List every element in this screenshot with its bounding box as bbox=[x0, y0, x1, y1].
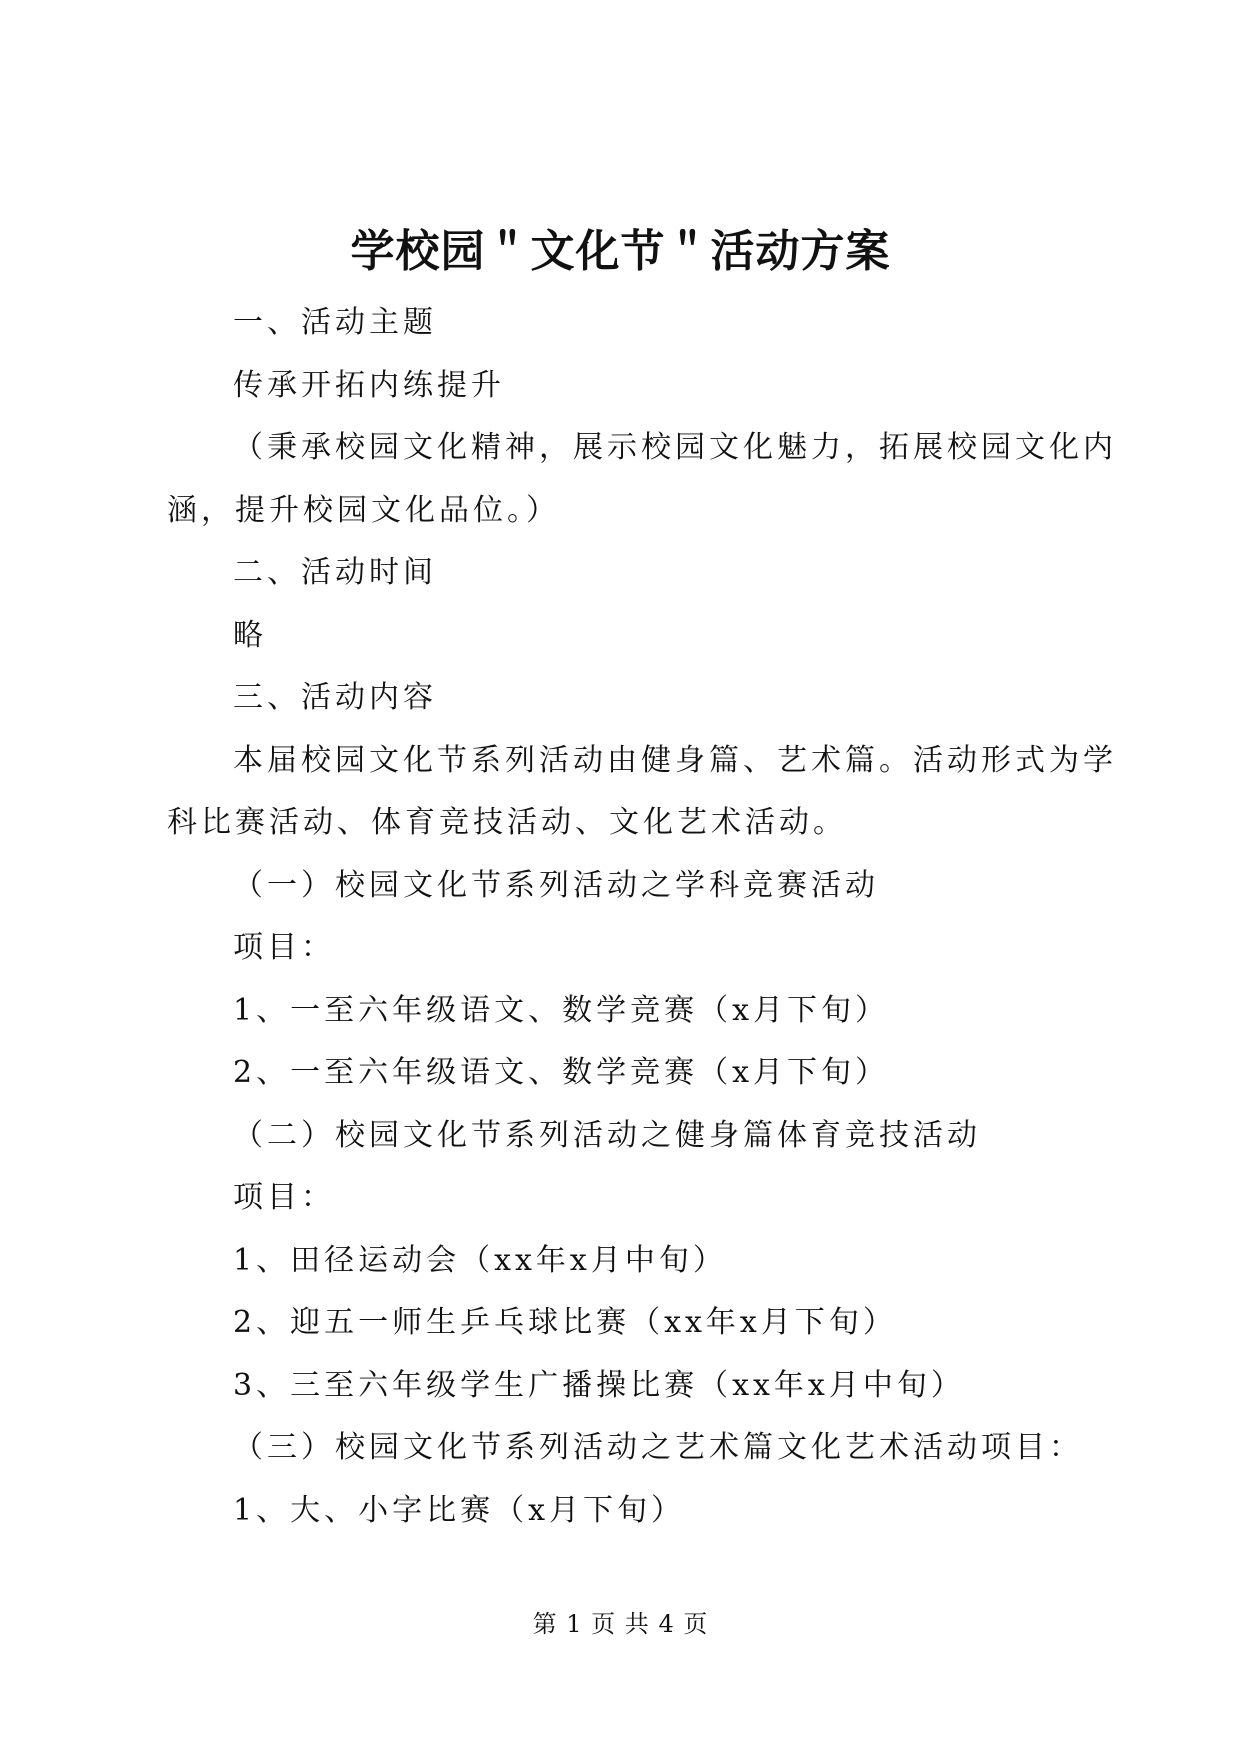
paragraph-line: 涵，提升校园文化品位。） bbox=[167, 492, 560, 528]
paragraph-line: 本届校园文化节系列活动由健身篇、艺术篇。活动形式为学 bbox=[233, 742, 1117, 778]
paragraph-line: 三、活动内容 bbox=[233, 680, 437, 715]
section-heading: （三）校园文化节系列活动之艺术篇文化艺术活动项目： bbox=[233, 1430, 1083, 1465]
document-body bbox=[167, 292, 1117, 1542]
paragraph-line: 一、活动主题 bbox=[233, 305, 437, 340]
list-item: 3、三至六年级学生广播操比赛（xx年x月中旬） bbox=[233, 1367, 965, 1403]
section-heading: （二）校园文化节系列活动之健身篇体育竞技活动 bbox=[233, 1117, 981, 1153]
paragraph-line: 二、活动时间 bbox=[233, 555, 437, 590]
paragraph-line: 略 bbox=[233, 617, 267, 653]
list-item: 2、迎五一师生乒乓球比赛（xx年x月下旬） bbox=[233, 1305, 897, 1340]
paragraph-line: 项目： bbox=[233, 1180, 335, 1215]
list-item: 1、一至六年级语文、数学竞赛（x月下旬） bbox=[233, 992, 890, 1028]
list-item: 1、田径运动会（xx年x月中旬） bbox=[233, 1242, 727, 1278]
paragraph-line: 传承开拓内练提升 bbox=[233, 367, 505, 403]
document-title: 学校园＂文化节＂活动方案 bbox=[350, 226, 891, 277]
list-item: 2、一至六年级语文、数学竞赛（x月下旬） bbox=[233, 1055, 890, 1090]
paragraph-line: 科比赛活动、体育竞技活动、文化艺术活动。 bbox=[167, 805, 847, 840]
paragraph-line: （秉承校园文化精神，展示校园文化魅力，拓展校园文化内 bbox=[233, 430, 1117, 465]
page-number-footer: 第 1 页 共 4 页 bbox=[532, 1610, 709, 1638]
section-heading: （一）校园文化节系列活动之学科竞赛活动 bbox=[233, 867, 879, 903]
list-item: 1、大、小字比赛（x月下旬） bbox=[233, 1492, 686, 1528]
paragraph-line: 项目： bbox=[233, 930, 335, 965]
